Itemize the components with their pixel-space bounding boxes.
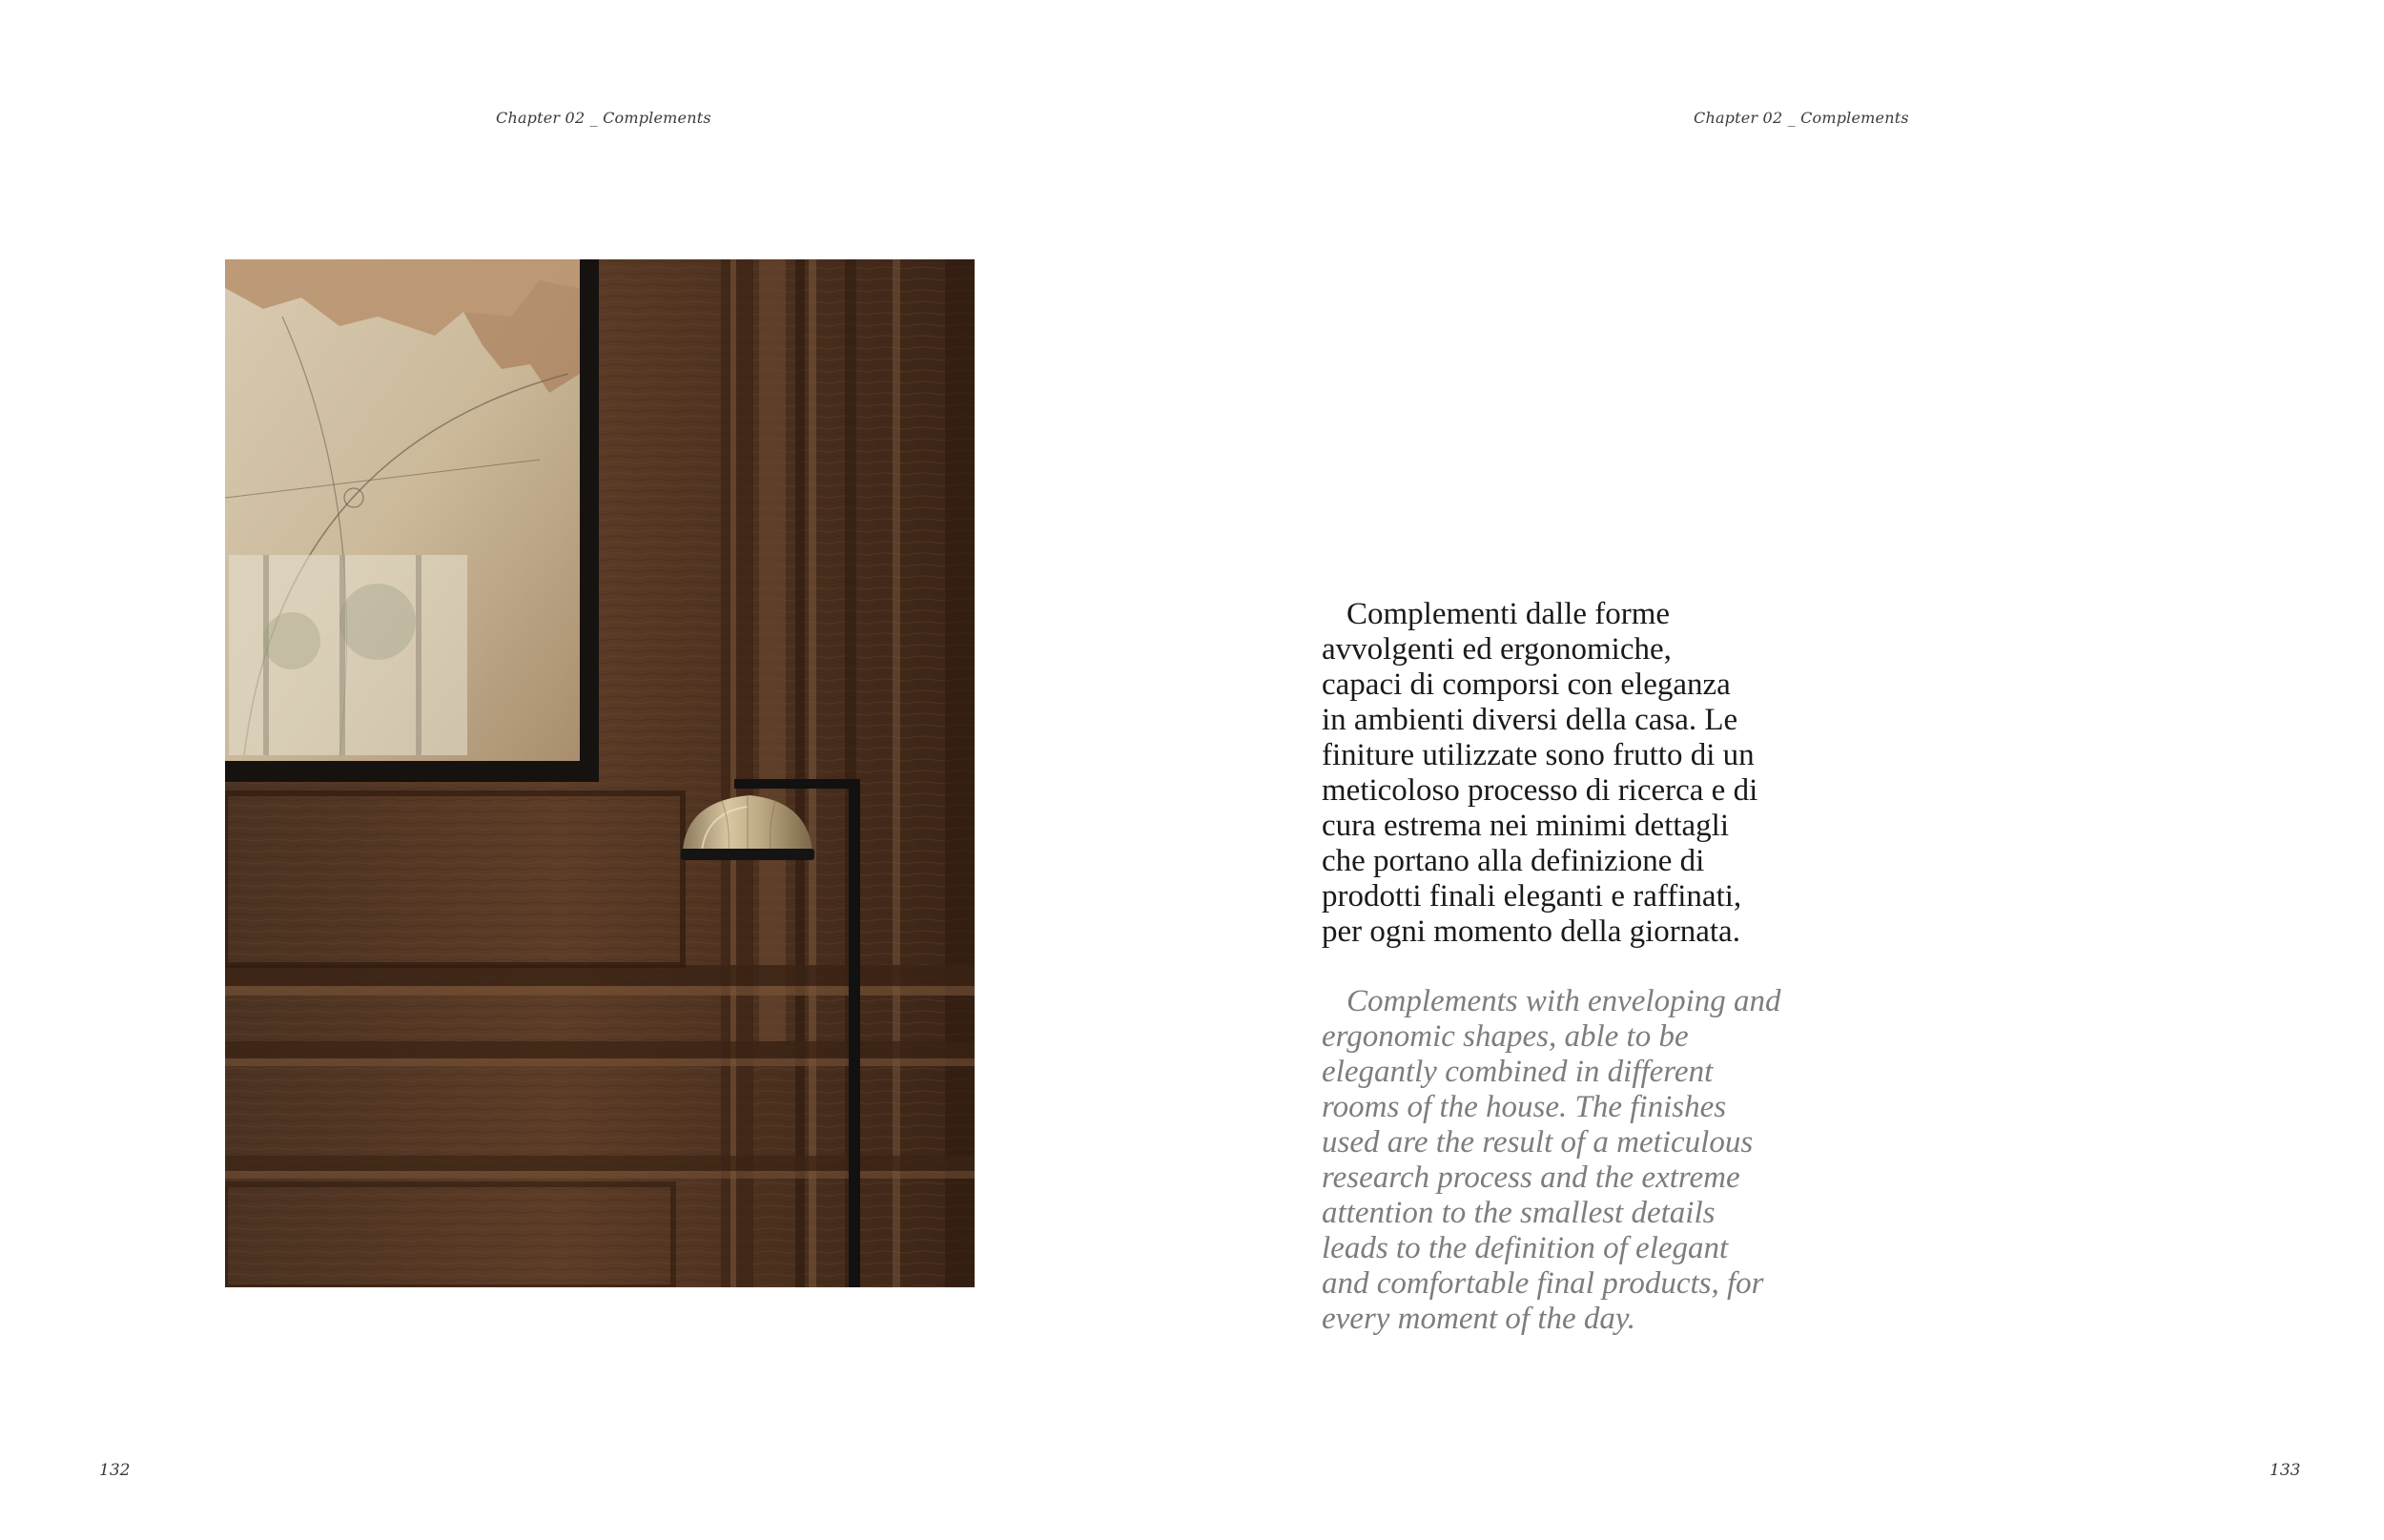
italian-line: in ambienti diversi della casa. Le [1322,703,1738,737]
english-line: research process and the extreme [1322,1160,1740,1195]
english-line: every moment of the day. [1322,1302,1635,1336]
italian-line: cura estrema nei minimi dettagli [1322,809,1730,843]
english-paragraph [1322,984,1856,1337]
wood-panel-photo-icon [225,259,975,1287]
italian-line: capaci di comporsi con eleganza [1322,667,1731,702]
english-line: ergonomic shapes, able to be [1322,1019,1689,1054]
interior-photo [225,259,975,1287]
english-line: attention to the smallest details [1322,1196,1716,1230]
english-line: and comfortable final products, for [1322,1266,1764,1301]
page-number-left: 132 [99,1461,131,1480]
english-line: leads to the definition of elegant [1322,1231,1729,1265]
running-head-right: Chapter 02 _ Complements [1694,109,1909,127]
italian-line: avvolgenti ed ergonomiche, [1322,632,1672,667]
right-page [1192,0,2384,1540]
page-number-right: 133 [2270,1461,2301,1480]
italian-line: finiture utilizzate sono frutto di un [1322,738,1755,772]
italian-line: meticoloso processo di ricerca e di [1322,773,1758,808]
english-line: elegantly combined in different [1322,1055,1714,1089]
italian-line: prodotti finali eleganti e raffinati, [1322,879,1742,914]
english-line: rooms of the house. The finishes [1322,1090,1727,1124]
body-copy [1322,597,1856,1337]
italian-line: per ogni momento della giornata. [1322,914,1740,949]
italian-line: che portano alla definizione di [1322,844,1705,878]
italian-line: Complementi dalle forme [1346,597,1671,631]
english-line: used are the result of a meticulous [1322,1125,1754,1160]
running-head-left: Chapter 02 _ Complements [496,109,711,127]
english-line: Complements with enveloping and [1346,984,1781,1018]
italian-paragraph [1322,597,1856,950]
